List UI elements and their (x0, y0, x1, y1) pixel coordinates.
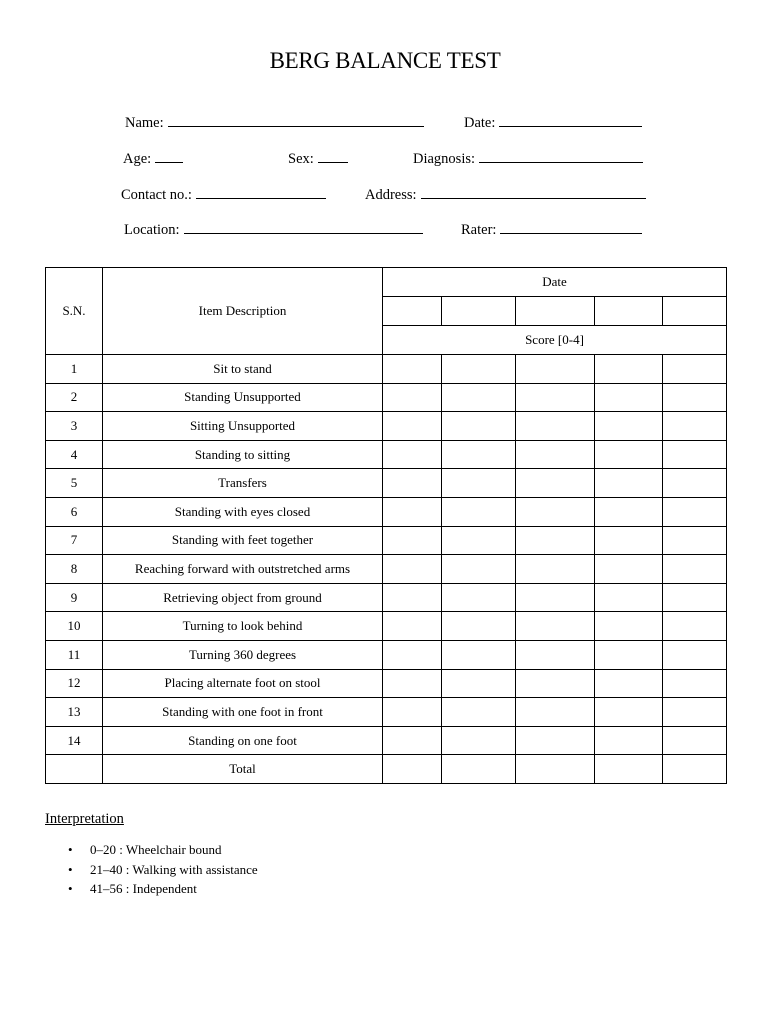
interpretation-text: 41–56 : Independent (90, 881, 197, 896)
sn-cell: 13 (46, 698, 103, 727)
table-row (46, 412, 727, 441)
score-cell[interactable] (383, 555, 442, 584)
score-cell[interactable] (516, 440, 595, 469)
table-row (46, 526, 727, 555)
score-cell[interactable] (663, 412, 727, 441)
sn-cell: 3 (46, 412, 103, 441)
date-field[interactable] (464, 113, 642, 132)
item-cell: Retrieving object from ground (103, 583, 383, 612)
score-cell[interactable] (383, 583, 442, 612)
sex-label: Sex: (288, 151, 314, 167)
date-cell[interactable] (383, 297, 442, 326)
score-cell[interactable] (442, 440, 516, 469)
item-cell: Standing with feet together (103, 526, 383, 555)
sn-cell: 6 (46, 497, 103, 526)
score-cell[interactable] (663, 526, 727, 555)
item-cell: Sit to stand (103, 355, 383, 384)
item-header: Item Description (103, 268, 383, 355)
score-cell[interactable] (663, 497, 727, 526)
score-cell[interactable] (516, 640, 595, 669)
score-cell[interactable] (595, 469, 663, 498)
contact-input-line[interactable] (196, 185, 326, 199)
score-cell[interactable] (595, 526, 663, 555)
date-header: Date (383, 268, 727, 297)
name-field[interactable] (125, 113, 424, 132)
score-cell[interactable] (442, 555, 516, 584)
sn-cell: 7 (46, 526, 103, 555)
score-cell[interactable] (663, 640, 727, 669)
score-cell[interactable] (383, 669, 442, 698)
score-cell[interactable] (595, 612, 663, 641)
score-cell[interactable] (595, 412, 663, 441)
age-field[interactable] (123, 149, 183, 168)
interpretation-item (45, 860, 258, 880)
score-cell[interactable] (516, 583, 595, 612)
score-cell[interactable] (595, 669, 663, 698)
score-cell[interactable] (442, 583, 516, 612)
interpretation-text: 21–40 : Walking with assistance (90, 861, 258, 877)
score-cell[interactable] (516, 669, 595, 698)
score-cell[interactable] (383, 497, 442, 526)
table-row (46, 497, 727, 526)
sn-cell: 10 (46, 612, 103, 641)
bullet-icon: • (68, 861, 73, 877)
score-cell[interactable] (442, 383, 516, 412)
score-cell[interactable] (595, 698, 663, 727)
score-cell[interactable] (383, 440, 442, 469)
score-cell[interactable] (663, 469, 727, 498)
score-cell[interactable] (442, 726, 516, 755)
score-cell[interactable] (442, 497, 516, 526)
item-cell: Standing on one foot (103, 726, 383, 755)
score-table (45, 267, 727, 784)
table-row (46, 726, 727, 755)
score-cell[interactable] (595, 383, 663, 412)
contact-field[interactable] (121, 185, 326, 204)
sex-field[interactable] (288, 149, 348, 168)
score-cell[interactable] (595, 726, 663, 755)
age-input-line[interactable] (155, 149, 183, 163)
score-cell[interactable] (663, 669, 727, 698)
diagnosis-field[interactable] (413, 149, 643, 168)
table-row (46, 555, 727, 584)
interpretation-item (45, 840, 258, 860)
score-cell[interactable] (442, 640, 516, 669)
sn-cell: 14 (46, 726, 103, 755)
score-cell[interactable] (516, 555, 595, 584)
score-cell[interactable] (442, 469, 516, 498)
score-cell[interactable] (383, 755, 442, 784)
score-cell[interactable] (595, 583, 663, 612)
score-cell[interactable] (442, 669, 516, 698)
score-cell[interactable] (595, 440, 663, 469)
score-cell[interactable] (442, 526, 516, 555)
item-cell: Transfers (103, 469, 383, 498)
score-cell[interactable] (442, 355, 516, 384)
sn-cell: 8 (46, 555, 103, 584)
score-cell[interactable] (516, 383, 595, 412)
score-cell[interactable] (663, 583, 727, 612)
score-cell[interactable] (595, 355, 663, 384)
address-field[interactable] (365, 185, 646, 204)
address-input-line[interactable] (421, 185, 646, 199)
score-cell[interactable] (663, 383, 727, 412)
location-input-line[interactable] (184, 220, 423, 234)
address-label: Address: (365, 187, 417, 203)
score-cell[interactable] (383, 640, 442, 669)
sn-cell: 11 (46, 640, 103, 669)
score-cell[interactable] (595, 755, 663, 784)
interpretation-text: 0–20 : Wheelchair bound (90, 842, 222, 857)
diagnosis-input-line[interactable] (479, 149, 643, 163)
score-cell[interactable] (663, 440, 727, 469)
sn-cell: 4 (46, 440, 103, 469)
table-row (46, 355, 727, 384)
score-cell[interactable] (516, 497, 595, 526)
score-cell[interactable] (663, 755, 727, 784)
rater-field[interactable] (461, 220, 642, 239)
score-cell[interactable] (595, 497, 663, 526)
item-cell: Standing to sitting (103, 440, 383, 469)
score-cell[interactable] (516, 412, 595, 441)
score-cell[interactable] (383, 526, 442, 555)
sn-cell: 2 (46, 383, 103, 412)
score-cell[interactable] (442, 698, 516, 727)
location-field[interactable] (124, 220, 423, 239)
sex-input-line[interactable] (318, 149, 348, 163)
date-cell[interactable] (663, 297, 727, 326)
score-cell[interactable] (383, 612, 442, 641)
item-cell: Turning 360 degrees (103, 640, 383, 669)
table-row (46, 612, 727, 641)
location-label: Location: (124, 222, 180, 238)
sn-cell (46, 755, 103, 784)
score-cell[interactable] (383, 355, 442, 384)
age-label: Age: (123, 151, 152, 167)
date-cell[interactable] (595, 297, 663, 326)
sn-cell: 12 (46, 669, 103, 698)
rater-input-line[interactable] (500, 220, 642, 234)
total-row (46, 755, 727, 784)
item-cell: Reaching forward with outstretched arms (103, 555, 383, 584)
score-cell[interactable] (663, 698, 727, 727)
score-cell[interactable] (442, 412, 516, 441)
score-header: Score [0-4] (383, 326, 727, 355)
sn-cell: 1 (46, 355, 103, 384)
score-cell[interactable] (383, 726, 442, 755)
total-label: Total (103, 755, 383, 784)
bullet-icon: • (68, 842, 73, 857)
table-row (46, 640, 727, 669)
table-row (46, 583, 727, 612)
interpretation-title: Interpretation (45, 811, 124, 827)
score-cell[interactable] (516, 755, 595, 784)
item-cell: Standing Unsupported (103, 383, 383, 412)
score-cell[interactable] (516, 726, 595, 755)
score-cell[interactable] (663, 726, 727, 755)
contact-label: Contact no.: (121, 187, 192, 203)
date-cell[interactable] (516, 297, 595, 326)
score-cell[interactable] (442, 755, 516, 784)
page-title: BERG BALANCE TEST (269, 48, 501, 73)
item-cell: Placing alternate foot on stool (103, 669, 383, 698)
score-cell[interactable] (383, 698, 442, 727)
item-cell: Turning to look behind (103, 612, 383, 641)
score-cell[interactable] (516, 526, 595, 555)
bullet-icon: • (68, 881, 73, 896)
rater-label: Rater: (461, 222, 497, 238)
score-cell[interactable] (663, 555, 727, 584)
diagnosis-label: Diagnosis: (413, 151, 476, 167)
date-label: Date: (464, 115, 496, 131)
sn-cell: 5 (46, 469, 103, 498)
name-input-line[interactable] (168, 113, 424, 127)
table-row (46, 440, 727, 469)
interpretation-item (45, 879, 258, 899)
score-cell[interactable] (383, 469, 442, 498)
sn-cell: 9 (46, 583, 103, 612)
score-cell[interactable] (383, 412, 442, 441)
score-cell[interactable] (516, 355, 595, 384)
score-cell[interactable] (442, 612, 516, 641)
sn-header: S.N. (46, 268, 103, 355)
score-cell[interactable] (383, 383, 442, 412)
item-cell: Standing with one foot in front (103, 698, 383, 727)
date-input-line[interactable] (499, 113, 642, 127)
score-cell[interactable] (516, 698, 595, 727)
table-row (46, 469, 727, 498)
item-cell: Sitting Unsupported (103, 412, 383, 441)
score-cell[interactable] (663, 355, 727, 384)
table-row (46, 669, 727, 698)
score-cell[interactable] (663, 612, 727, 641)
table-row (46, 383, 727, 412)
interpretation-list (45, 840, 258, 899)
score-cell[interactable] (516, 612, 595, 641)
item-cell: Standing with eyes closed (103, 497, 383, 526)
table-row (46, 698, 727, 727)
score-cell[interactable] (516, 469, 595, 498)
score-cell[interactable] (595, 555, 663, 584)
date-cell[interactable] (442, 297, 516, 326)
name-label: Name: (125, 115, 164, 131)
score-cell[interactable] (595, 640, 663, 669)
